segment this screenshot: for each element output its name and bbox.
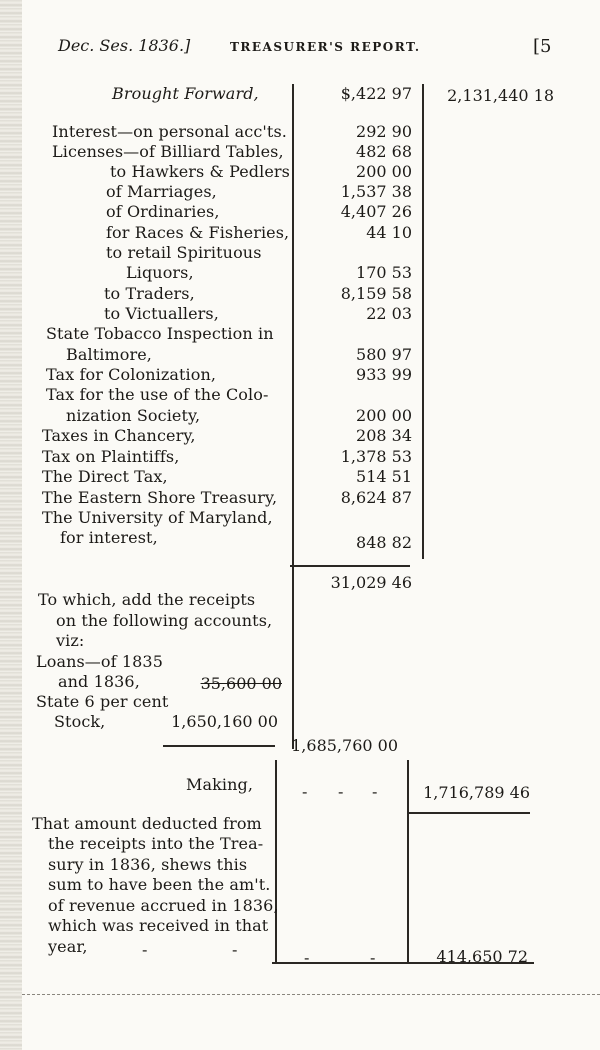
deduction-dash: - [304, 948, 310, 967]
deduction-dash: - [370, 948, 376, 967]
item-amount: 8,624 87 [340, 488, 412, 507]
item-amount: 292 90 [356, 122, 412, 141]
item-label: of Marriages, [106, 182, 217, 201]
item-label: Tax for Colonization, [46, 365, 217, 384]
loans-label-cont: and 1836, [58, 672, 140, 691]
item-label: to retail Spirituous [106, 243, 262, 262]
column-rule-1 [292, 84, 294, 749]
deduction-dash: - [232, 940, 238, 959]
item-label-cont: nization Society, [66, 406, 201, 425]
item-label: Tax on Plaintiffs, [42, 447, 180, 466]
receipts-intro: To which, add the receipts [38, 590, 256, 609]
page-number: [5 [533, 36, 552, 57]
subtotal-rule [290, 565, 410, 567]
receipts-rule [163, 745, 275, 747]
deduction-total: 414,650 72 [436, 947, 528, 966]
item-amount: 1,537 38 [340, 182, 412, 201]
item-amount: 580 97 [356, 345, 412, 364]
making-dash: - [338, 782, 344, 801]
deduction-text: year, [48, 937, 88, 956]
item-amount: 200 00 [356, 406, 412, 425]
item-amount: 170 53 [356, 263, 412, 282]
receipts-intro: on the following accounts, [56, 611, 273, 630]
column-rule-2 [422, 84, 424, 559]
subtotal-amount: 31,029 46 [330, 573, 412, 592]
item-amount: 848 82 [356, 533, 412, 552]
header-session: Dec. Ses. 1836.] [58, 36, 191, 55]
deduction-text: That amount deducted from [32, 814, 262, 833]
column-rule-4 [275, 760, 277, 962]
item-amount: 44 10 [366, 223, 412, 242]
scan-edge-shadow [0, 0, 22, 1050]
brought-forward-label: Brought Forward, [112, 84, 259, 103]
item-label: Interest—on personal acc'ts. [52, 122, 287, 141]
loans-amount: 35,600 00 [200, 674, 282, 693]
item-label: The Eastern Shore Treasury, [42, 488, 278, 507]
making-dash: - [372, 782, 378, 801]
item-amount: 933 99 [356, 365, 412, 384]
deduction-text: which was received in that [48, 916, 269, 935]
deduction-text: of revenue accrued in 1836, [48, 896, 279, 915]
item-amount: 482 68 [356, 142, 412, 161]
item-label: of Ordinaries, [106, 202, 220, 221]
column-rule-3 [407, 760, 409, 962]
item-label: The University of Maryland, [42, 508, 273, 527]
item-amount: 8,159 58 [340, 284, 412, 303]
item-label-cont: Liquors, [126, 263, 194, 282]
stock-amount: 1,650,160 00 [171, 712, 278, 731]
item-label-cont: for interest, [60, 528, 158, 547]
item-amount: 1,378 53 [340, 447, 412, 466]
item-label: to Victuallers, [104, 304, 219, 323]
item-label: for Races & Fisheries, [106, 223, 290, 242]
receipts-intro: viz: [56, 631, 85, 650]
receipts-total: 1,685,760 00 [291, 736, 398, 755]
making-dash: - [302, 782, 308, 801]
item-label: Licenses—of Billiard Tables, [52, 142, 284, 161]
item-amount: 200 00 [356, 162, 412, 181]
making-label: Making, [186, 775, 254, 794]
bottom-scan-line [22, 994, 600, 995]
header-title: TREASURER'S REPORT. [230, 40, 421, 54]
deduction-dash: - [142, 940, 148, 959]
item-label: Tax for the use of the Colo- [46, 385, 269, 404]
item-amount: 4,407 26 [340, 202, 412, 221]
loans-label: Loans—of 1835 [36, 652, 163, 671]
stock-label-cont: Stock, [54, 712, 106, 731]
item-amount: 514 51 [356, 467, 412, 486]
item-amount: 22 03 [366, 304, 412, 323]
item-label: State Tobacco Inspection in [46, 324, 274, 343]
brought-forward-total: 2,131,440 18 [447, 86, 554, 105]
item-label-cont: Baltimore, [66, 345, 152, 364]
deduction-text: sum to have been the am't. [48, 875, 271, 894]
item-amount: 208 34 [356, 426, 412, 445]
deduction-text: the receipts into the Trea- [48, 834, 264, 853]
item-label: Taxes in Chancery, [42, 426, 196, 445]
deduction-text: sury in 1836, shews this [48, 855, 248, 874]
brought-forward-amount: $,422 97 [340, 84, 412, 103]
stock-label: State 6 per cent [36, 692, 169, 711]
making-total: 1,716,789 46 [423, 783, 530, 802]
making-rule [407, 812, 530, 814]
item-label: to Hawkers & Pedlers [110, 162, 290, 181]
item-label: The Direct Tax, [42, 467, 168, 486]
item-label: to Traders, [104, 284, 195, 303]
